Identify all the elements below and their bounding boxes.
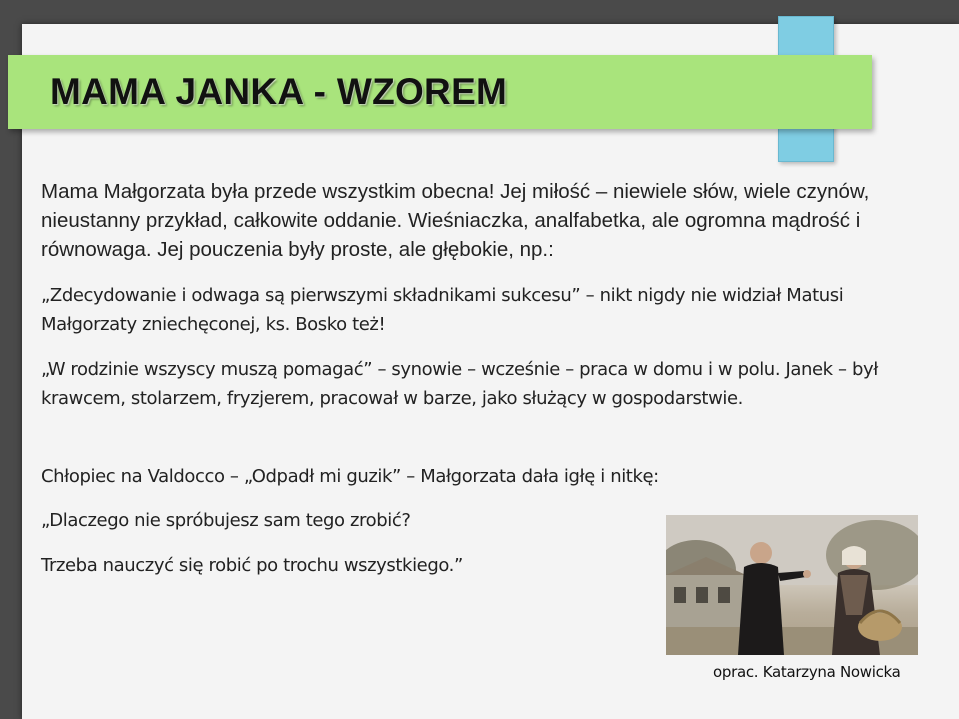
paragraph-conclusion: Trzeba nauczyć się robić po trochu wszystkiego.”	[41, 555, 463, 576]
slide-title: MAMA JANKA - WZOREM	[50, 71, 508, 112]
paragraph-intro: Mama Małgorzata była przede wszystkim obecna! Jej miłość – niewiele słów, wiele czynów, nieustanny przykład, całkowite oddanie. Wieśniaczka, analfabetka, ale ogromna mądrość i równowaga. Jej pouczenia były proste, ale głębokie, np.:	[41, 180, 870, 261]
author-caption: oprac. Katarzyna Nowicka	[713, 663, 901, 681]
paragraph-valdocco: Chłopiec na Valdocco – „Odpadł mi guzik” – Małgorzata dała igłę i nitkę:	[41, 466, 659, 487]
painting-photo	[666, 515, 918, 655]
paragraph-quote-courage: „Zdecydowanie i odwaga są pierwszymi składnikami sukcesu” – nikt nigdy nie widział Matusi Małgorzaty zniechęconej, ks. Bosko też!	[41, 285, 844, 335]
paragraph-quote-family: „W rodzinie wszyscy muszą pomagać” – synowie – wcześnie – praca w domu i w polu. Janek – był krawcem, stolarzem, fryzjerem, pracował w barze, jako służący w gospodarstwie.	[41, 359, 878, 409]
painting-illustration	[666, 515, 918, 655]
paragraph-question: „Dlaczego nie spróbujesz sam tego zrobić?	[41, 510, 411, 531]
